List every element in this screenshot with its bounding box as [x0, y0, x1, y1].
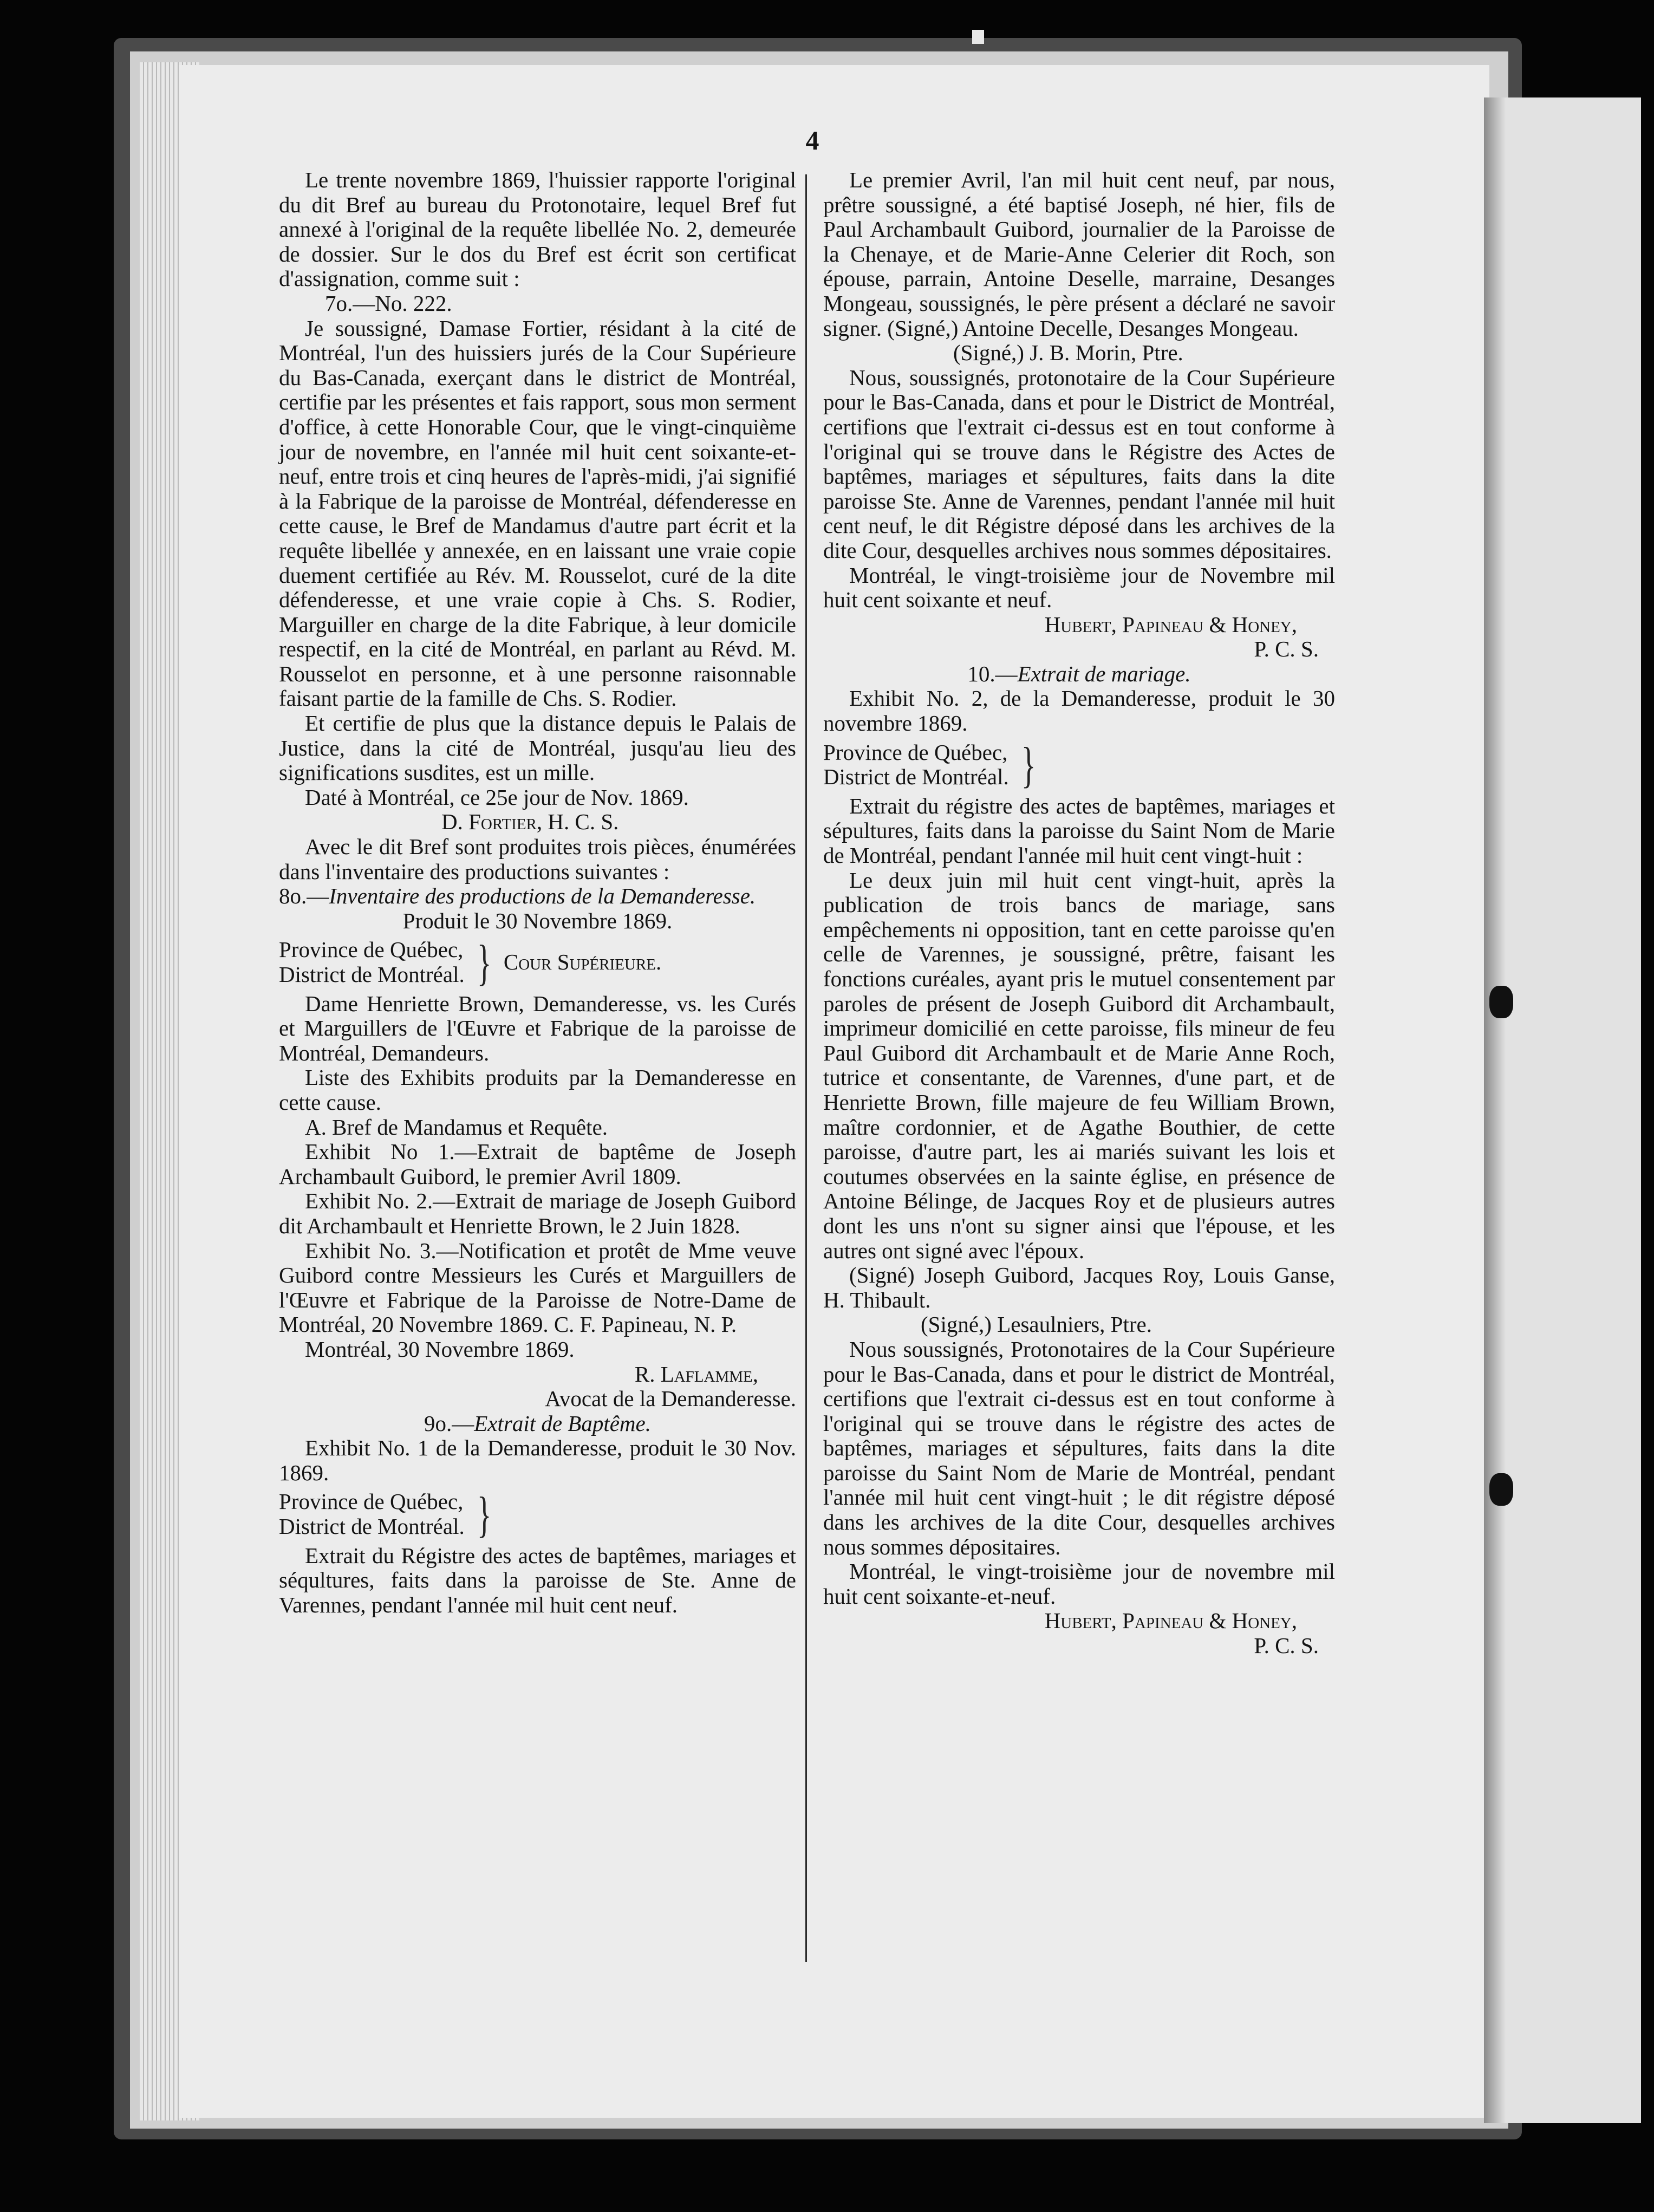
produced-date: Produit le 30 Novembre 1869.: [402, 908, 673, 933]
page-number: 4: [805, 125, 819, 155]
section-heading-10: [823, 662, 1335, 687]
section-title: Extrait de Baptême.: [474, 1410, 651, 1436]
signature: [823, 1609, 1335, 1634]
column-divider: [805, 174, 807, 1962]
jurisdiction-block: [279, 1487, 796, 1543]
section-number: 10.—: [967, 661, 1018, 686]
paragraph: Je soussigné, Damase Fortier, résidant à la cité de Montréal, l'un des huissiers jurés de la Cour Supérieure du Bas-Canada, exerçant dans le district de Montréal, certifie par les présentes et fais rapport, sous mon serment d'office, à cette Honorable Cour, que le vingt-cinquième jour de novembre, en l'année mil huit cent soixante-et-neuf, entre trois et cinq heures de l'après-midi, j'ai signifié à la Fabrique de la paroisse de Montréal, défenderesse en cette cause, le Bref de Mandamus d'autre part écrit et la requête libellée y annexée, en en laissant une vraie copie duement certifiée au Rév. M. Rousselot, curé de la dite défenderesse, et une vraie copie à Chs. S. Rodier, Marguiller en charge de la dite Fabrique, à leur domicile respectif, en la cité de Montréal, en parlant au Révd. M. Rousselot en personne, et à une personne raisonnable faisant partie de la famille de Chs. S. Rodier.: [279, 315, 796, 711]
signature: (Signé,) J. B. Morin, Ptre.: [953, 340, 1183, 366]
binding-hole: [1489, 986, 1513, 1018]
signature-text: Hubert, Papineau & Honey,: [1044, 1608, 1297, 1634]
gutter-shadow: [1484, 97, 1506, 2123]
signature-title: P. C. S.: [1254, 636, 1319, 662]
section-heading-8: [279, 884, 796, 909]
signature-title: P. C. S.: [1254, 1633, 1319, 1658]
paragraph: Exhibit No. 3.—Notification et protêt de Mme veuve Guibord contre Messieurs les Curés et Marguillers de l'Œuvre et Fabrique de la Paroisse de Notre-Dame de Montréal, 20 Novembre 1869. C. F. Papineau, N. P.: [279, 1238, 796, 1337]
signature: (Signé,) Lesaulniers, Ptre.: [921, 1312, 1152, 1337]
paragraph: Exhibit No. 2.—Extrait de mariage de Joseph Guibord dit Archambault et Henriette Brown, le 2 Juin 1828.: [279, 1188, 796, 1238]
brace-glyph: }: [1021, 737, 1036, 793]
signature: [823, 613, 1335, 637]
paragraph: Avec le dit Bref sont produites trois pièces, énumérées dans l'inventaire des productions suivantes :: [279, 834, 796, 884]
province-line: Province de Québec,: [279, 1489, 464, 1514]
jurisdiction-block: [279, 935, 796, 990]
province-line: Province de Québec,: [823, 739, 1008, 765]
section-title: Inventaire des productions de la Demanderesse.: [329, 883, 756, 909]
paragraph: Montréal, 30 Novembre 1869.: [305, 1336, 575, 1362]
paragraph: Extrait du régistre des actes de baptêmes, mariages et sépultures, faits dans la paroisse du Saint Nom de Marie de Montréal, pendant l'année mil huit cent vingt-huit :: [823, 793, 1335, 868]
section-number: 8o.—: [279, 883, 329, 909]
court-name: Cour Supérieure.: [503, 949, 662, 975]
signature-text: D. Fortier, H. C. S.: [441, 809, 619, 835]
paragraph: (Signé) Joseph Guibord, Jacques Roy, Louis Ganse, H. Thibault.: [823, 1263, 1335, 1312]
signature-text: R. Laflamme,: [634, 1361, 758, 1387]
province-line: Province de Québec,: [279, 937, 464, 962]
district-line: District de Montréal.: [279, 1514, 465, 1539]
signature: [279, 1362, 796, 1387]
paragraph: Extrait du Régistre des actes de baptêmes, mariages et séqultures, faits dans la paroisse de Ste. Anne de Varennes, pendant l'année mil huit cent neuf.: [279, 1543, 796, 1617]
paragraph: Exhibit No. 1 de la Demanderesse, produit le 30 Nov. 1869.: [279, 1435, 796, 1485]
paragraph: Nous soussignés, Protonotaires de la Cour Supérieure pour le Bas-Canada, dans et pour le district de Montréal, certifions que l'extrait ci-dessus est en tout conforme à l'original qui se trouve dans le régistre des actes de baptêmes, mariages et sépultures, faits dans la dite paroisse du Saint Nom de Marie de Montréal, pendant l'année mil huit cent vingt-huit ; le dit régistre déposé dans les archives de la dite Cour, desquelles archives nous sommes dépositaires.: [823, 1336, 1335, 1559]
facing-page-edge: [1484, 97, 1641, 2123]
jurisdiction-block: [823, 737, 1335, 793]
right-column: [823, 168, 1335, 1658]
paragraph: Dame Henriette Brown, Demanderesse, vs. les Curés et Marguillers de l'Œuvre et Fabrique de la paroisse de Montréal, Demandeurs.: [279, 991, 796, 1065]
district-line: District de Montréal.: [279, 962, 465, 987]
section-heading-9: [279, 1411, 796, 1436]
paragraph: Le trente novembre 1869, l'huissier rapporte l'original du dit Bref au bureau du Protonotaire, lequel Bref fut annexé à l'original de la requête libellée No. 2, demeurée de dossier. Sur le dos du Bref est écrit son certificat d'assignation, comme suit :: [279, 167, 796, 291]
paragraph: Daté à Montréal, ce 25e jour de Nov. 1869.: [305, 784, 689, 810]
left-column: [279, 168, 796, 1617]
paragraph: Et certifie de plus que la distance depuis le Palais de Justice, dans la cité de Montréal, jusqu'au lieu des significations susdites, est un mille.: [279, 711, 796, 785]
jurisdiction-lines: [279, 1489, 465, 1539]
jurisdiction-lines: [823, 740, 1009, 790]
scan-speck: [972, 30, 984, 44]
paragraph: Exhibit No. 2, de la Demanderesse, produit le 30 novembre 1869.: [823, 686, 1335, 736]
paragraph: Montréal, le vingt-troisième jour de Novembre mil huit cent soixante et neuf.: [823, 562, 1335, 613]
paragraph: Nous, soussignés, protonotaire de la Cour Supérieure pour le Bas-Canada, dans et pour le District de Montréal, certifions que l'extrait ci-dessus est en tout conforme à l'original qui se trouve dans le Régistre des Actes de baptêmes, mariages et sépultures, faits dans la dite paroisse Ste. Anne de Varennes, pendant l'année mil huit cent neuf, le dit Régistre déposé dans les archives de la dite Cour, desquelles archives nous sommes dépositaires.: [823, 365, 1335, 563]
signature-text: Hubert, Papineau & Honey,: [1044, 611, 1297, 637]
paragraph: Le deux juin mil huit cent vingt-huit, après la publication de trois bancs de mariage, sans empêchements ni opposition, tant en cette paroisse qu'en celle de Varennes, je soussigné, prêtre, faisant les fonctions curéales, ayant pris le mutuel consentement par paroles de présent de Joseph Guibord dit Archambault, imprimeur domicilié en cette paroisse, fils mineur de feu Paul Guibord dit Archambault et de Marie Anne Roch, tutrice et consentante, de Varennes, d'une part, et de Henriette Brown, fille majeure de feu William Brown, maître cordonnier, et de Agathe Bouthier, de cette paroisse, d'autre part, les ai mariés suivant les lois et coutumes observées en la sainte église, en présence de Antoine Bélinge, de Jacques Roy et de plusieurs autres dont les uns n'ont su signer ainsi que l'épouse, et les autres ont signé avec l'époux.: [823, 867, 1335, 1263]
jurisdiction-lines: [279, 938, 465, 987]
section-heading-7: 7o.—No. 222.: [325, 290, 452, 316]
paragraph: Le premier Avril, l'an mil huit cent neuf, par nous, prêtre soussigné, a été baptisé Joseph, né hier, fils de Paul Archambault Guibord, journalier de la Paroisse de la Chenaye, et de Marie-Anne Celerier dit Roch, son épouse, parrain, Antoine Deselle, marraine, Desanges Mongeau, soussignés, le père présent a déclaré ne savoir signer. (Signé,) Antoine Decelle, Desanges Mongeau.: [823, 167, 1335, 341]
section-number: 9o.—: [424, 1410, 474, 1436]
signature: [279, 810, 796, 835]
section-title: Extrait de mariage.: [1017, 661, 1191, 686]
paragraph: Montréal, le vingt-troisième jour de novembre mil huit cent soixante-et-neuf.: [823, 1559, 1335, 1609]
district-line: District de Montréal.: [823, 764, 1009, 790]
binding-hole: [1489, 1473, 1513, 1506]
brace-glyph: }: [477, 1487, 492, 1543]
paragraph: Exhibit No 1.—Extrait de baptême de Joseph Archambault Guibord, le premier Avril 1809.: [279, 1139, 796, 1189]
brace-glyph: }: [477, 935, 492, 990]
signature-title: Avocat de la Demanderesse.: [545, 1386, 796, 1411]
paragraph: Liste des Exhibits produits par la Demanderesse en cette cause.: [279, 1065, 796, 1115]
paragraph: A. Bref de Mandamus et Requête.: [305, 1114, 608, 1140]
